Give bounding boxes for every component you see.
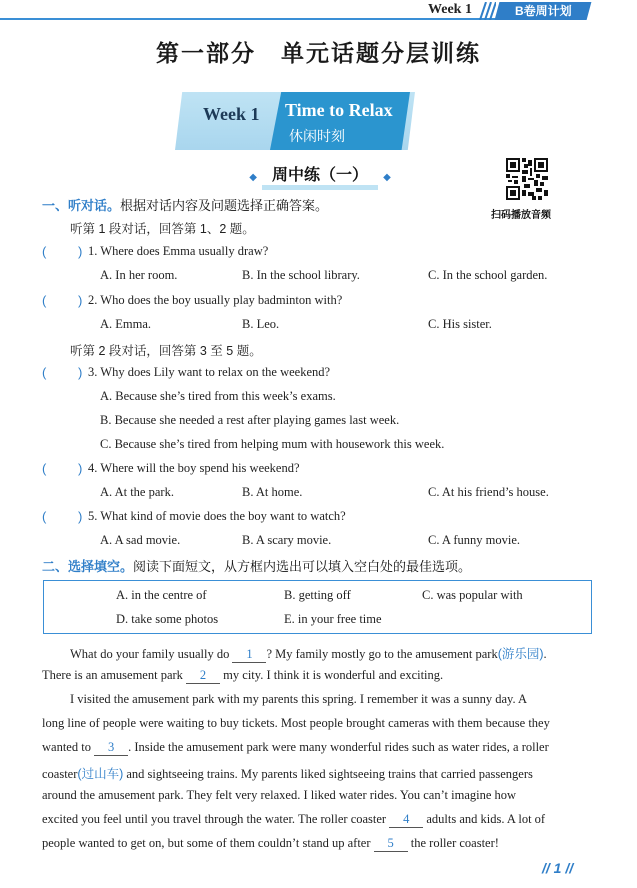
question-text: 3. Why does Lily want to relax on the weekend?: [88, 365, 331, 379]
option-b: B. A scary movie.: [242, 533, 332, 547]
passage-line: wanted to 3 . Inside the amusement park were many wonderful rides such as water rides, a roller: [42, 740, 549, 754]
answer-paren-open: (: [42, 509, 47, 524]
options-box: [43, 580, 592, 634]
banner-title-en: Time to Relax: [285, 100, 393, 120]
option-c: C. was popular with: [422, 588, 523, 602]
passage-line: I visited the amusement park with my parents this spring. I remember it was a sunny day. A: [70, 692, 528, 706]
question-text: 1. Where does Emma usually draw?: [88, 244, 269, 258]
answer-paren-open: (: [42, 293, 47, 308]
question-text: 5. What kind of movie does the boy want to watch?: [88, 509, 346, 523]
qr-caption: 扫码播放音频: [491, 210, 551, 221]
listening-note-2: 听第 2 段对话，回答第 3 至 5 题。: [70, 344, 262, 358]
section-title: ◆ 周中练（一） ◆: [220, 162, 420, 190]
header-rule: [0, 18, 500, 20]
answer-paren-close: ): [78, 461, 83, 476]
answer-paren-close: ): [78, 509, 83, 524]
diamond-icon: ◆: [249, 172, 257, 183]
passage-line: around the amusement park. They felt very relaxed. I liked water rides. You can’t imagine how: [42, 788, 517, 802]
listening-heading: 一、听对话。根据对话内容及问题选择正确答案。: [42, 198, 329, 213]
passage-line: excited you feel until you travel through the water. The roller coaster 4 adults and kids. A lot of: [42, 812, 546, 826]
diamond-icon: ◆: [383, 172, 391, 183]
part-title: 第一部分 单元话题分层训练: [156, 40, 481, 66]
option-b: B. In the school library.: [242, 268, 360, 282]
blank-3[interactable]: 3: [94, 740, 128, 756]
option-b: B. getting off: [284, 588, 351, 602]
question-text: 4. Where will the boy spend his weekend?: [88, 461, 300, 475]
listening-note-1: 听第 1 段对话，回答第 1、2 题。: [70, 222, 255, 236]
option-e: E. in your free time: [284, 612, 382, 626]
passage-line: coaster(过山车) and sightseeing trains. My parents liked sightseeing trains that carried passengers: [42, 767, 533, 781]
passage-line: What do your family usually do 1 ? My family mostly go to the amusement park(游乐园).: [70, 647, 547, 661]
blank-4[interactable]: 4: [389, 812, 423, 828]
answer-paren-close: ): [78, 293, 83, 308]
answer-paren-open: (: [42, 365, 47, 380]
option-c: C. At his friend’s house.: [428, 485, 549, 499]
blank-1[interactable]: 1: [232, 647, 266, 663]
passage-line: people wanted to get on, but some of them couldn’t stand up after 5 the roller coaster!: [42, 836, 499, 850]
option-b: B. At home.: [242, 485, 303, 499]
header-stripes-icon: [478, 2, 496, 20]
option-b: B. Because she needed a rest after playing games last week.: [100, 413, 400, 427]
passage-line: There is an amusement park 2 my city. I think it is wonderful and exciting.: [42, 668, 444, 682]
option-c: C. A funny movie.: [428, 533, 521, 547]
header-week: Week 1: [428, 2, 472, 17]
option-a: A. At the park.: [100, 485, 174, 499]
answer-paren-open: (: [42, 244, 47, 259]
question-text: 2. Who does the boy usually play badminton with?: [88, 293, 343, 307]
option-c: C. Because she’s tired from helping mum with housework this week.: [100, 437, 445, 451]
passage-line: long line of people were waiting to buy tickets. Most people brought cameras with them because they: [42, 716, 550, 730]
header-badge: B卷周计划: [495, 2, 592, 20]
option-b: B. Leo.: [242, 317, 280, 331]
banner-week: Week 1: [203, 104, 260, 124]
option-a: A. In her room.: [100, 268, 178, 282]
page-number: // 1 //: [542, 860, 574, 876]
answer-paren-close: ): [78, 365, 83, 380]
option-d: D. take some photos: [116, 612, 219, 626]
option-a: A. Because she’s tired from this week’s exams.: [100, 389, 336, 403]
option-a: A. Emma.: [100, 317, 152, 331]
option-a: A. A sad movie.: [100, 533, 181, 547]
blank-5[interactable]: 5: [374, 836, 408, 852]
option-c: C. His sister.: [428, 317, 492, 331]
qr-code-icon[interactable]: [506, 158, 548, 200]
answer-paren-open: (: [42, 461, 47, 476]
option-a: A. in the centre of: [116, 588, 207, 602]
option-c: C. In the school garden.: [428, 268, 548, 282]
answer-paren-close: ): [78, 244, 83, 259]
banner-title-cn: 休闲时刻: [289, 128, 345, 144]
cloze-heading: 二、选择填空。阅读下面短文，从方框内选出可以填入空白处的最佳选项。: [42, 559, 472, 574]
blank-2[interactable]: 2: [186, 668, 220, 684]
